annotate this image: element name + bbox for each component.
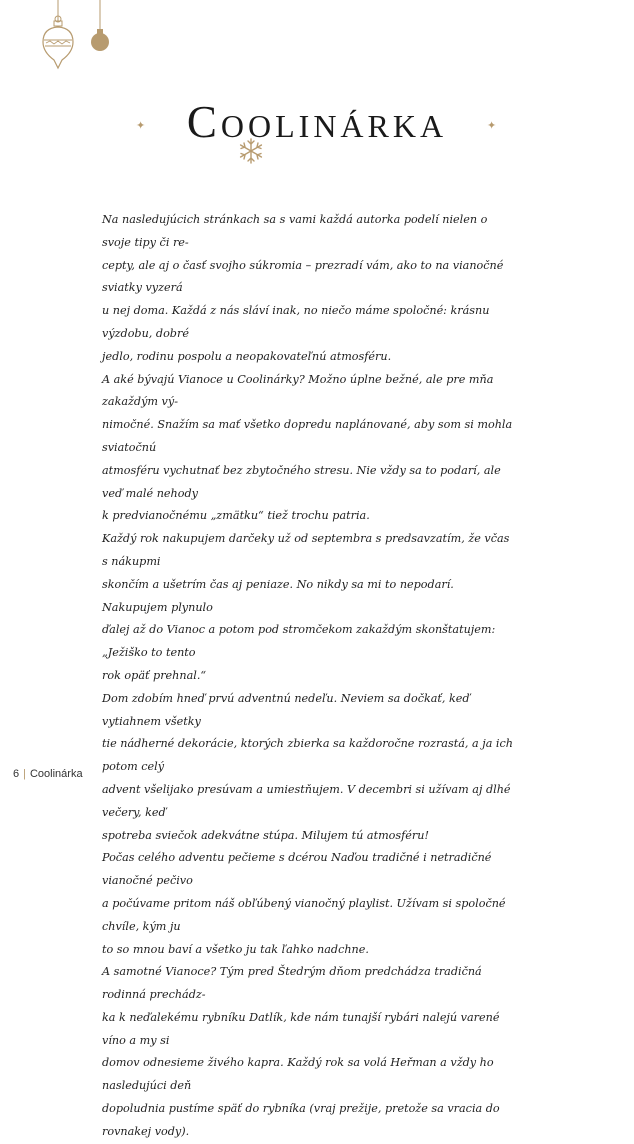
text-line: Na nasledujúcich stránkach sa s vami každá autorka podelí nielen o svoje tipy či re- [102,213,488,249]
ornament-solid-icon [88,0,112,56]
text-line: ka k neďalekému rybníku Datlík, kde nám tunajší rybári nalejú varené víno a my si [102,1010,500,1047]
article-body [102,209,516,1144]
text-line: to so mnou baví a všetko ju tak ľahko nadchne. [102,942,369,956]
footer-separator: | [23,768,26,780]
footer-section-name: Coolinárka [29,768,83,780]
text-line: Počas celého adventu pečieme s dcérou Naďou tradičné i netradičné vianočné pečivo [102,851,492,888]
text-line: tie nádherné dekorácie, ktorých zbierka sa každoročne rozrastá, a ja ich potom celý [102,737,513,774]
text-line: atmosféru vychutnať bez zbytočného stresu. Nie vždy sa to podarí, ale veď malé nehody [102,463,501,500]
text-line: rok opäť prehnal.“ [102,668,207,682]
star-icon: ✦ [487,119,497,132]
text-line: A samotné Vianoce? Tým pred Štedrým dňom predchádza tradičná rodinná prechádz- [102,965,482,1002]
ornament-outline-icon [38,0,78,76]
page-title: Coolinárka [186,97,448,147]
text-line: k predvianočnému „zmätku“ tiež trochu patria. [102,509,370,523]
page-footer [13,768,83,780]
text-line: domov odnesieme živého kapra. Každý rok sa volá Heřman a vždy ho nasledujúci deň [102,1056,494,1093]
text-line: Dom zdobím hneď prvú adventnú nedeľu. Neviem sa dočkať, keď vytiahnem všetky [102,691,470,728]
star-icon: ✦ [136,119,146,132]
text-line: Každý rok nakupujem darčeky už od septembra s predsavzatím, že včas s nákupmi [102,532,510,568]
text-line: advent všelijako presúvam a umiestňujem. V decembri si užívam aj dlhé večery, keď [102,782,511,819]
text-line: a počúvame pritom náš obľúbený vianočný playlist. Užívam si spoločné chvíle, kým ju [102,896,506,933]
page-number: 6 [13,768,20,780]
snowflake-icon [238,138,264,168]
text-line: nimočné. Snažím sa mať všetko dopredu naplánované, aby som si mohla sviatočnú [102,418,513,454]
text-line: A aké bývajú Vianoce u Coolinárky? Možno úplne bežné, ale pre mňa zakaždým vý- [102,372,494,409]
text-line: jedlo, rodinu pospolu a neopakovateľnú atmosféru. [102,349,392,363]
text-line: cepty, ale aj o časť svojho súkromia – prezradí vám, ako to na vianočné sviatky vyzerá [102,258,504,295]
text-line: spotreba sviečok adekvátne stúpa. Milujem tú atmosféru! [102,828,429,842]
text-line: skončím a ušetrím čas aj peniaze. No nikdy sa mi to nepodarí. Nakupujem plynulo [102,577,454,614]
text-line: u nej doma. Každá z nás sláví inak, no niečo máme spoločné: krásnu výzdobu, dobré [102,304,490,340]
text-line: ďalej až do Vianoc a potom pod stromčekom zakaždým skonštatujem: „Ježiško to tento [102,623,496,660]
text-line: dopoludnia pustíme späť do rybníka (vraj prežije, pretože sa vracia do rovnakej vody). [102,1102,500,1138]
